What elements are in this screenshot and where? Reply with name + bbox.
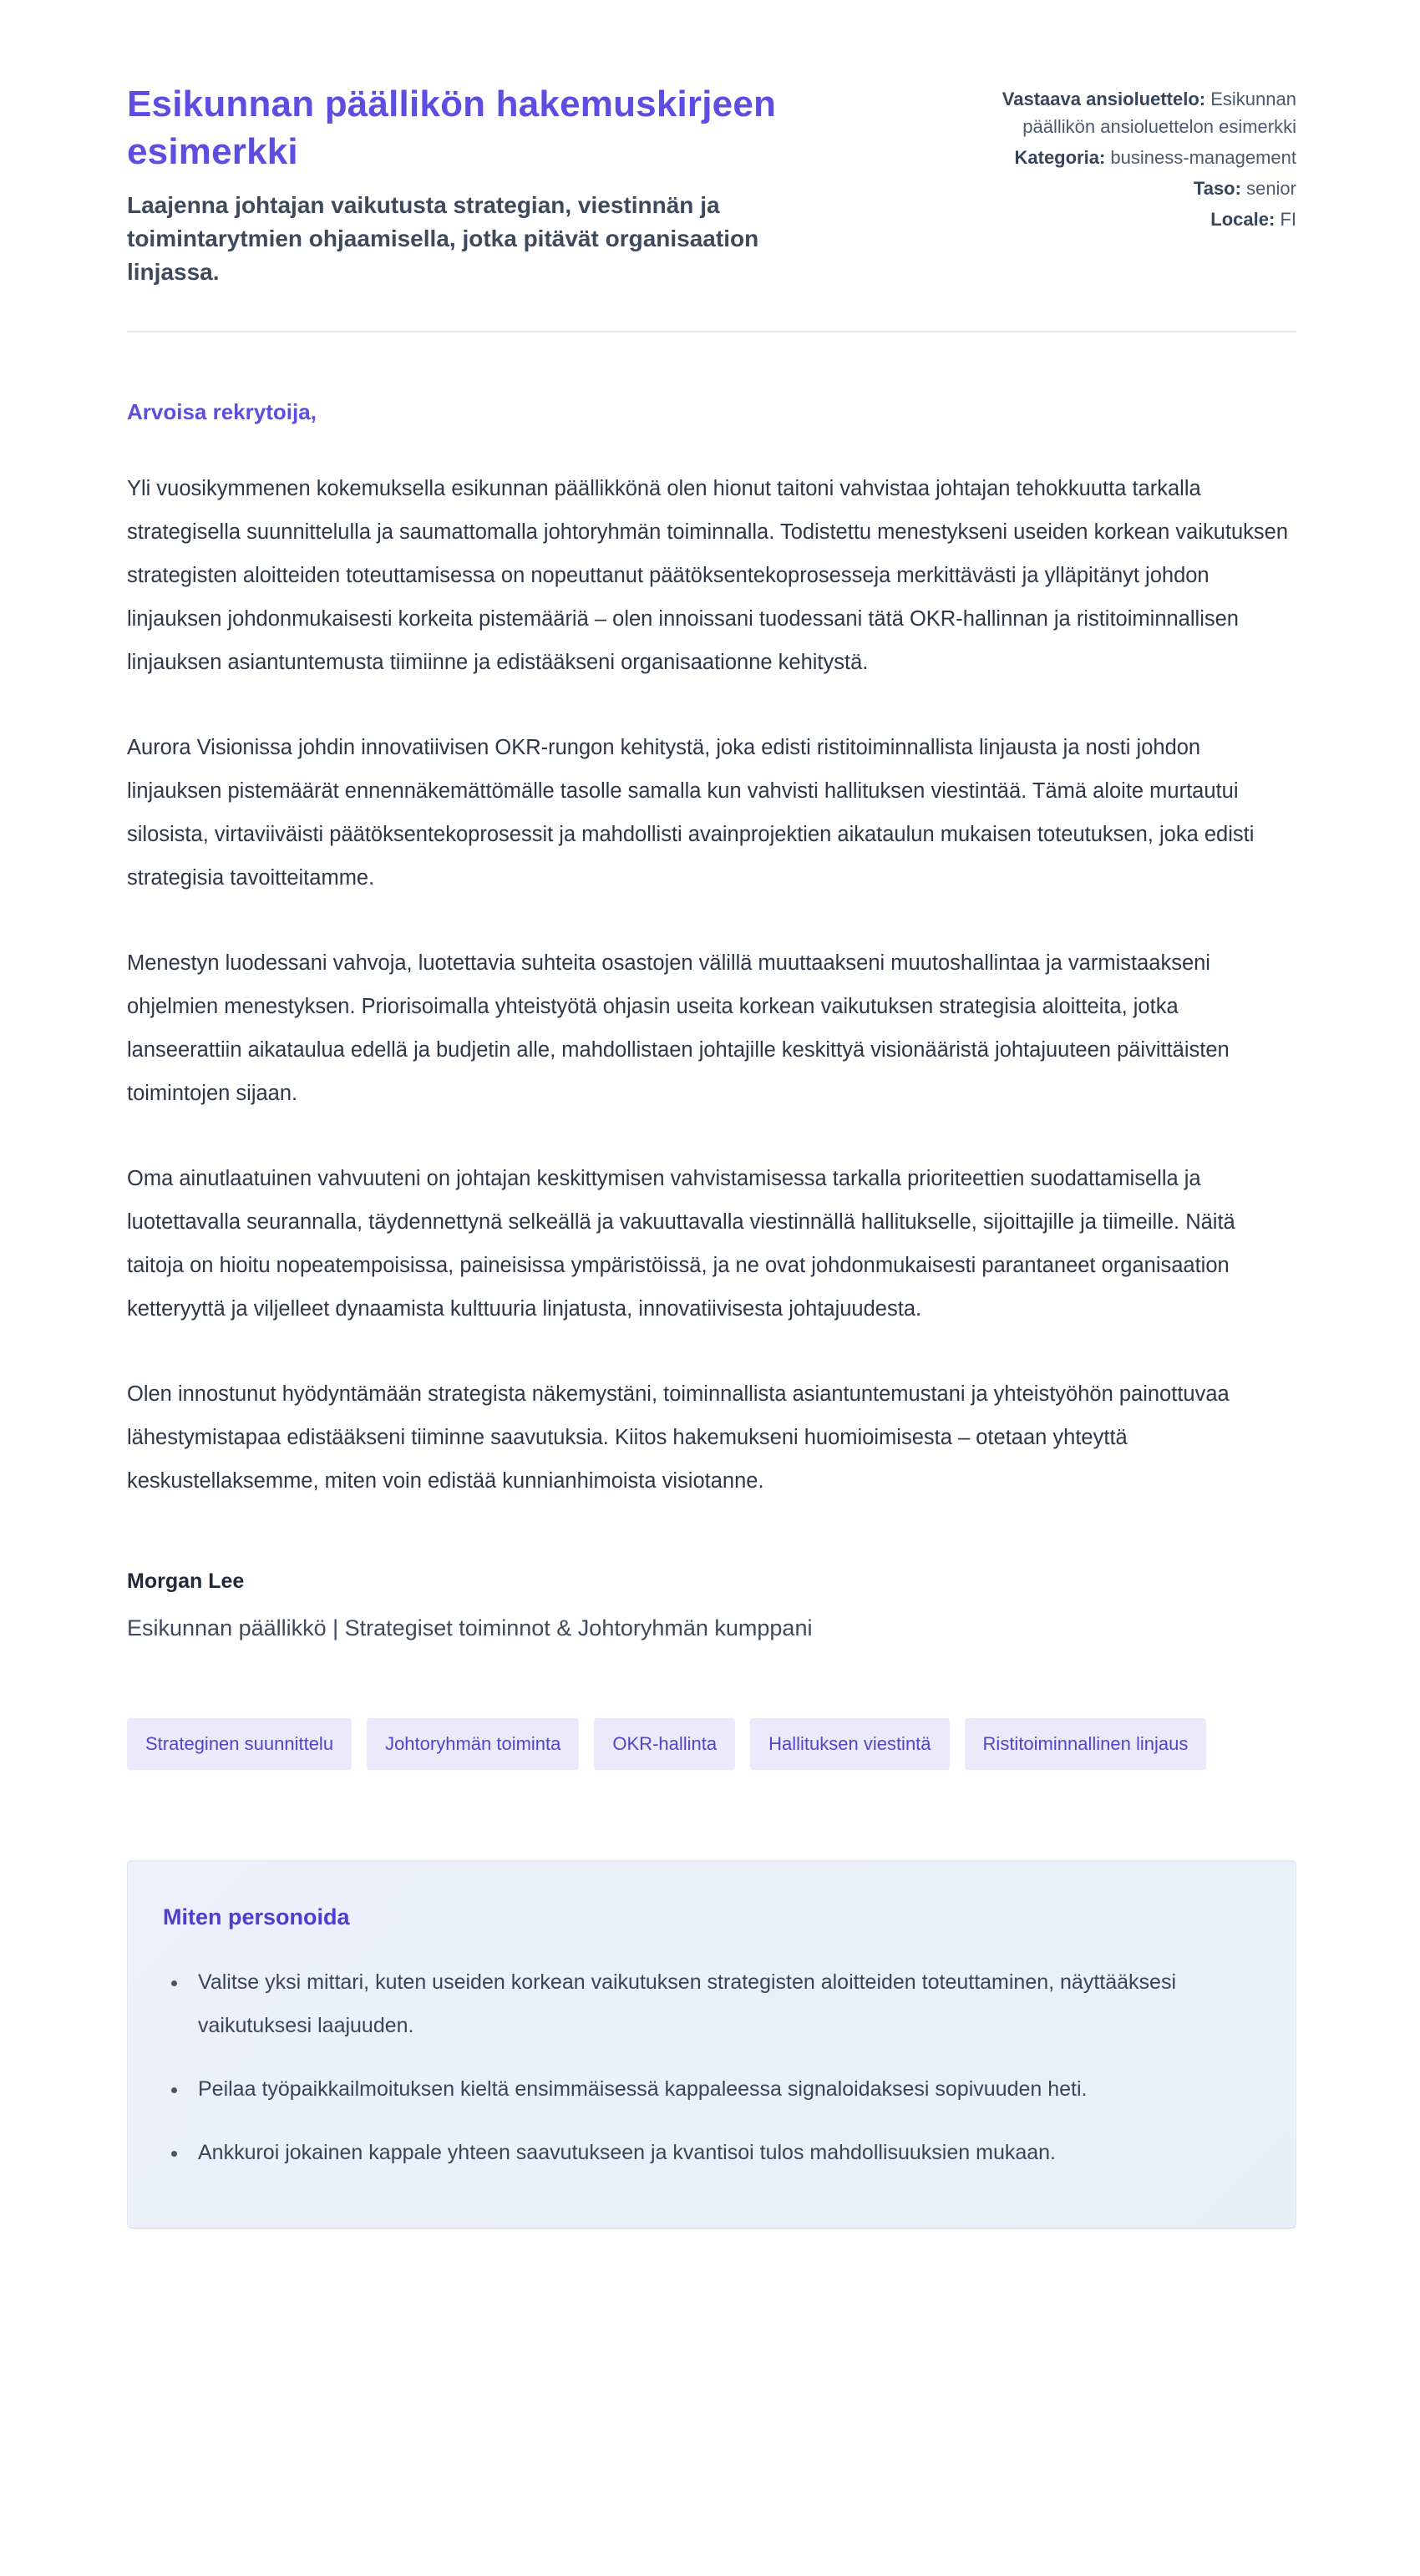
meta-label: Vastaava ansioluettelo: <box>1002 89 1206 109</box>
header <box>127 80 1296 289</box>
personalization-callout <box>127 1860 1296 2229</box>
header-divider <box>127 331 1296 332</box>
callout-bullet: • Ankkuroi jokainen kappale yhteen saavutukseen ja kvantisoi tulos mahdollisuuksien mukaan. <box>188 2131 1249 2174</box>
header-title-block <box>127 80 879 289</box>
meta-row-matching-resume <box>929 85 1296 140</box>
meta-label: Taso: <box>1193 178 1241 199</box>
skill-tag: Ristitoiminnallinen linjaus <box>965 1718 1207 1770</box>
skill-tag: Hallituksen viestintä <box>750 1718 949 1770</box>
signature-name: Morgan Lee <box>127 1569 245 1594</box>
page-subtitle: Laajenna johtajan vaikutusta strategian, viestinnän ja toimintarytmien ohjaamisella, jotka pitävät organisaation linjassa. <box>127 192 759 286</box>
callout-title: Miten personoida <box>163 1904 350 1930</box>
callout-bullet: • Valitse yksi mittari, kuten useiden korkean vaikutuksen strategisten aloitteiden toteuttaminen, näyttääksesi vaikutuksesi laajuuden. <box>188 1960 1249 2047</box>
letter-paragraph: Olen innostunut hyödyntämään strategista näkemystäni, toiminnallista asiantuntemustani ja yhteistyöhön painottuvaa lähestymistapaa edistääkseni tiiminne saavutuksia. Kiitos hakemukseni huomioimisesta – otetaan yhteyttä keskustellaksemme, miten voin edistää kunnianhimoista visiotanne. <box>127 1382 1230 1493</box>
meta-value: FI <box>1280 209 1296 230</box>
skill-tag: OKR-hallinta <box>594 1718 735 1770</box>
signature-title: Esikunnan päällikkö | Strategiset toiminnot & Johtoryhmän kumppani <box>127 1615 813 1641</box>
meta-value: senior <box>1246 178 1296 199</box>
meta-row-locale <box>929 205 1296 233</box>
skill-tag-list <box>127 1718 1296 1770</box>
callout-bullet-list <box>163 1960 1249 2174</box>
meta-panel <box>929 80 1296 236</box>
letter-paragraph: Yli vuosikymmenen kokemuksella esikunnan päällikkönä olen hionut taitoni vahvistaa johtajan tehokkuutta tarkalla strategisella suunnittelulla ja saumattomalla johtoryhmän toiminnalla. Todistettu menestykseni useiden korkean vaikutuksen strategisten aloitteiden toteuttamisessa on nopeuttanut päätöksentekoprosesseja merkittävästi ja ylläpitänyt johdon linjauksen johdonmukaisesti korkeita pistemääriä – olen innoissani tuodessani tätä OKR-hallinnan ja ristitoiminnallisen linjauksen asiantuntemusta tiimiinne ja edistääkseni organisaationne kehitystä. <box>127 477 1289 675</box>
meta-value: Esikunnan päällikön ansioluettelon esimerkki <box>1022 89 1296 137</box>
letter-greeting: Arvoisa rekrytoija, <box>127 399 317 425</box>
letter-paragraph: Oma ainutlaatuinen vahvuuteni on johtajan keskittymisen vahvistamisessa tarkalla prioriteettien suodattamisella ja luotettavalla seurannalla, täydennettynä selkeällä ja vakuuttavalla viestinnällä hallitukselle, sijoittajille ja tiimeille. Näitä taitoja on hioitu nopeatempoisissa, paineisissa ympäristöissä, ja ne ovat johdonmukaisesti parantaneet organisaation ketteryyttä ja viljelleet dynaamista kulttuuria linjatusta, innovatiivisesta johtajuudesta. <box>127 1167 1235 1321</box>
page-title: Esikunnan päällikön hakemuskirjeen esimerkki <box>127 84 777 173</box>
callout-bullet: • Peilaa työpaikkailmoituksen kieltä ensimmäisessä kappaleessa signaloidaksesi sopivuuden heti. <box>188 2067 1249 2111</box>
letter-paragraph: Menestyn luodessani vahvoja, luotettavia suhteita osastojen välillä muuttaakseni muutoshallintaa ja varmistaakseni ohjelmien menestyksen. Priorisoimalla yhteistyötä ohjasin useita korkean vaikutuksen strategisia aloitteita, jotka lanseerattiin aikataulua edellä ja budjetin alle, mahdollistaen johtajille keskittyä visionääristä johtajuuteen päivittäisten toimintojen sijaan. <box>127 951 1230 1106</box>
meta-row-category <box>929 144 1296 171</box>
meta-label: Kategoria: <box>1014 147 1106 168</box>
skill-tag: Johtoryhmän toiminta <box>367 1718 579 1770</box>
skill-tag: Strateginen suunnittelu <box>127 1718 352 1770</box>
meta-row-level <box>929 175 1296 202</box>
meta-value: business-management <box>1110 147 1296 168</box>
letter-body <box>127 399 1296 1641</box>
letter-paragraph: Aurora Visionissa johdin innovatiivisen OKR-rungon kehitystä, joka edisti ristitoiminnallista linjausta ja nosti johdon linjauksen pistemäärät ennennäkemättömälle tasolle samalla kun vahvisti hallituksen viestintää. Tämä aloite murtautui silosista, virtaviiväisti päätöksentekoprosessit ja mahdollisti avainprojektien aikataulun mukaisen toteutuksen, joka edisti strategisia tavoitteitamme. <box>127 736 1255 890</box>
meta-label: Locale: <box>1210 209 1275 230</box>
